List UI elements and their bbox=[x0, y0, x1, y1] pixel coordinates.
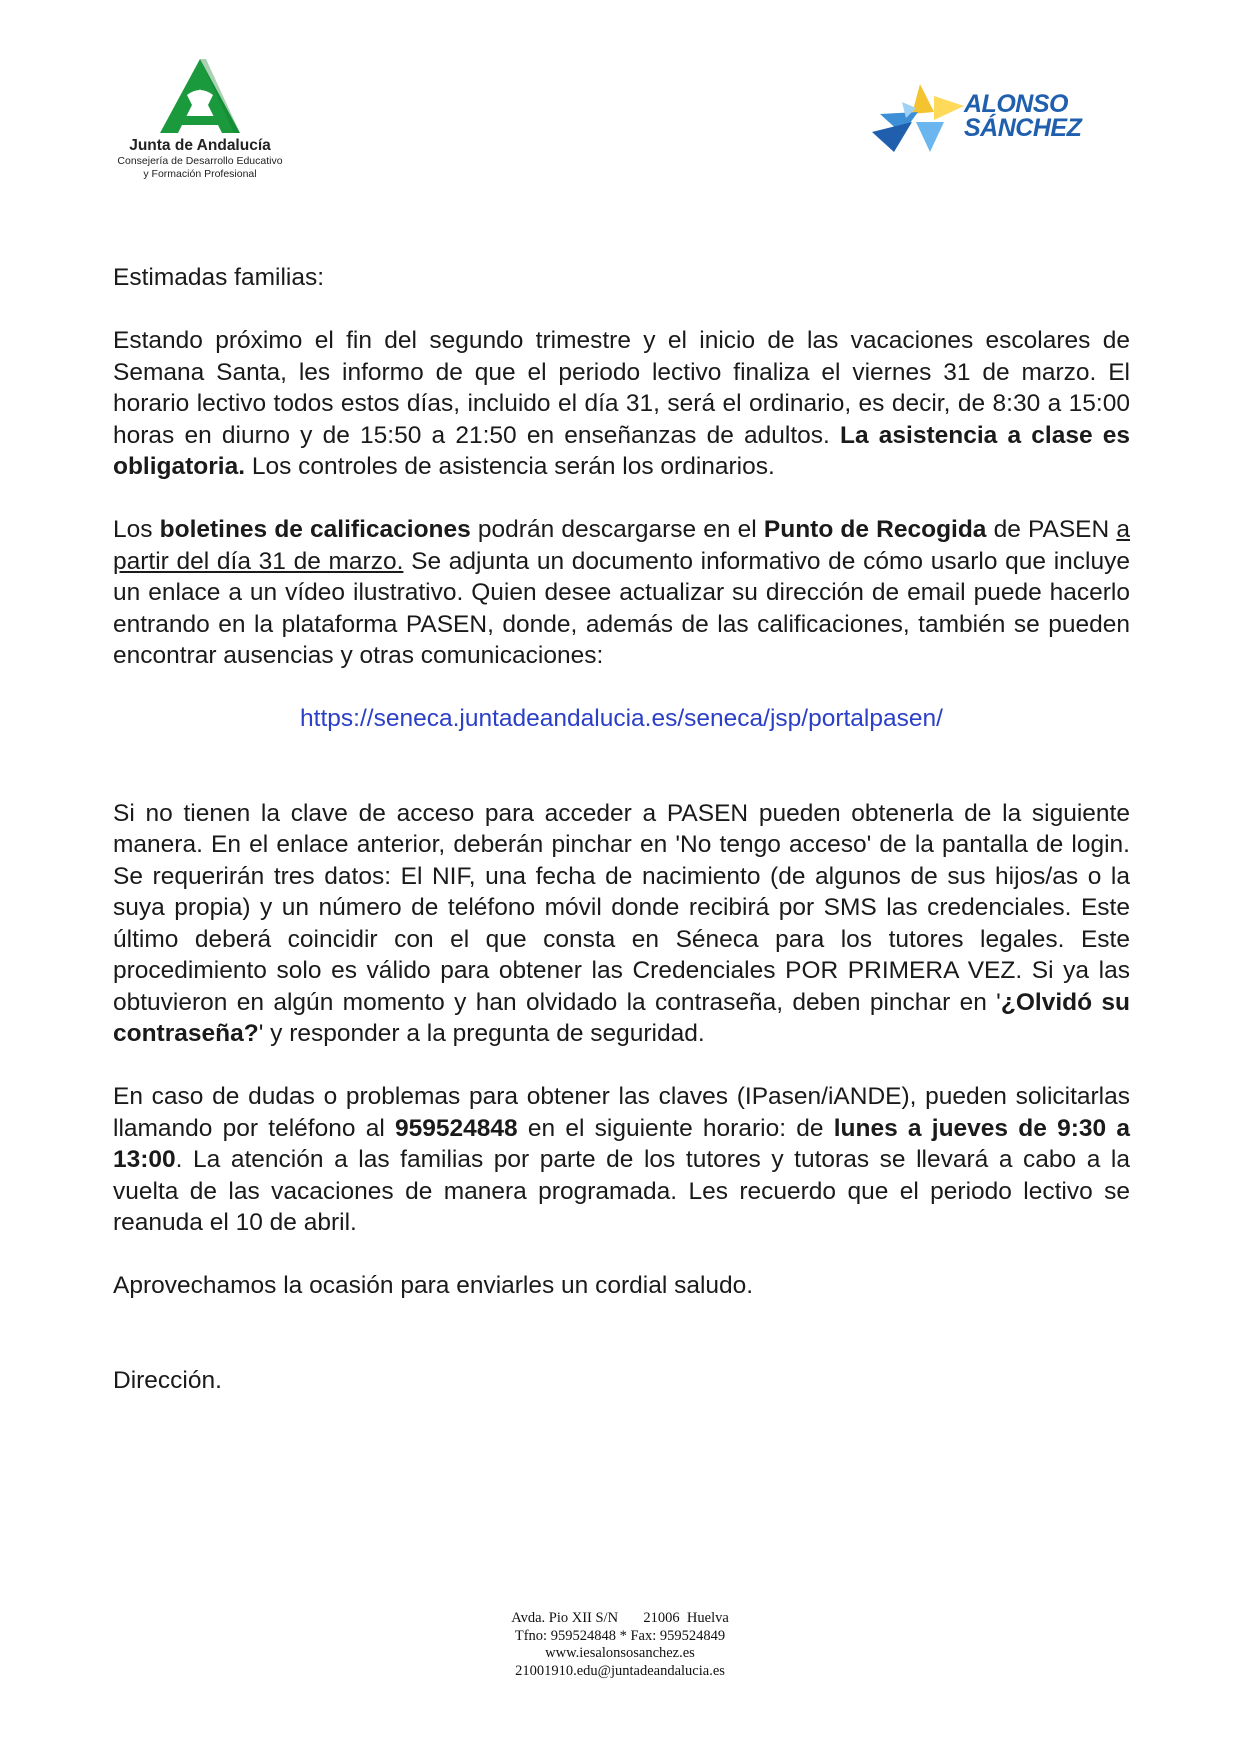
signature: Dirección. bbox=[113, 1366, 222, 1394]
greeting: Estimadas familias: bbox=[113, 264, 325, 291]
footer-website: www.iesalonsosanchez.es bbox=[545, 1645, 695, 1661]
paragraph-end-of-term: Estando próximo el fin del segundo trimestre y el inicio de las vacaciones escolares de Semana Santa, les informo de que el periodo lectivo finaliza el viernes 31 de marzo. El horario lectivo todos estos días, incluido el día 31, será el ordinario, es decir, de 8:30 a 15:00 horas en diurno y de 15:50 a 21:50 en enseñanzas de adultos. La asistencia a clase es obligatoria. Los controles de asistencia serán los ordinarios. bbox=[113, 327, 1131, 480]
junta-de-andalucia-logo bbox=[100, 55, 300, 195]
footer-address: Avda. Pio XII S/N 21006 Huelva bbox=[511, 1610, 729, 1626]
pasen-portal-link[interactable]: https://seneca.juntadeandalucia.es/seneca/jsp/portalpasen/ bbox=[300, 705, 943, 732]
paragraph-support: En caso de dudas o problemas para obtener las claves (IPasen/iANDE), pueden solicitarlas llamando por teléfono al 959524848 en el siguiente horario: de lunes a jueves de 9:30 a 13:00. La atención a las familias por parte de los tutores y tutoras se llevará a cabo a la vuelta de las vacaciones de manera programada. Les recuerdo que el periodo lectivo se reanuda el 10 de abril. bbox=[113, 1083, 1130, 1236]
alonso-sanchez-wordmark bbox=[964, 92, 1081, 140]
forgot-password-label: ¿Olvidó su contraseña? bbox=[113, 988, 1130, 1047]
alonso-line2: SÁNCHEZ bbox=[964, 114, 1082, 142]
letter-body bbox=[113, 262, 1130, 1396]
pasen-link-line bbox=[113, 703, 1130, 735]
junta-department: Consejería de Desarrollo Educativo bbox=[117, 155, 283, 167]
alonso-sanchez-logo bbox=[872, 82, 1102, 162]
paragraph-grade-reports: Los boletines de calificaciones podrán descargarse en el Punto de Recogida de PASEN a partir del día 31 de marzo. Se adjunta un documento informativo de cómo usarlo que incluye un enlace a un vídeo ilustrativo. Quien desee actualizar su dirección de email puede hacerlo entrando en la plataforma PASEN, donde, además de las calificaciones, también se pueden encontrar ausencias y otras comunicaciones: bbox=[113, 516, 1130, 669]
alonso-line1: ALONSO bbox=[964, 90, 1068, 118]
closing: Aprovechamos la ocasión para enviarles un cordial saludo. bbox=[113, 1272, 754, 1299]
junta-department-2: y Formación Profesional bbox=[143, 168, 257, 180]
available-date: a partir del día 31 de marzo. bbox=[113, 516, 1130, 575]
junta-a-emblem-icon bbox=[155, 55, 245, 135]
footer-phone-fax: Tfno: 959524848 * Fax: 959524849 bbox=[514, 1627, 726, 1644]
junta-name: Junta de Andalucía bbox=[129, 137, 271, 154]
support-phone: 959524848 bbox=[395, 1114, 518, 1142]
footer-email: 21001910.edu@juntadeandalucia.es bbox=[515, 1662, 725, 1679]
footer-contact bbox=[360, 1610, 880, 1680]
alonso-sanchez-emblem-icon bbox=[872, 82, 967, 157]
paragraph-access-key: Si no tienen la clave de acceso para acceder a PASEN pueden obtenerla de la siguiente manera. En el enlace anterior, deberán pinchar en 'No tengo acceso' de la pantalla de login. Se requerirán tres datos: El NIF, una fecha de nacimiento (de algunos de sus hijos/as o la suya propia) y un número de teléfono móvil donde recibirá por SMS las credenciales. Este último deberá coincidir con el que consta en Séneca para los tutores legales. Este procedimiento solo es válido para obtener las Credenciales POR PRIMERA VEZ. Si ya las obtuvieron en algún momento y han olvidado la contraseña, deben pinchar en '¿Olvidó su contraseña?' y responder a la pregunta de seguridad. bbox=[113, 799, 1130, 1047]
support-hours: lunes a jueves de 9:30 a 13:00 bbox=[113, 1114, 1130, 1173]
attendance-mandatory: La asistencia a clase es obligatoria. bbox=[113, 421, 1131, 480]
